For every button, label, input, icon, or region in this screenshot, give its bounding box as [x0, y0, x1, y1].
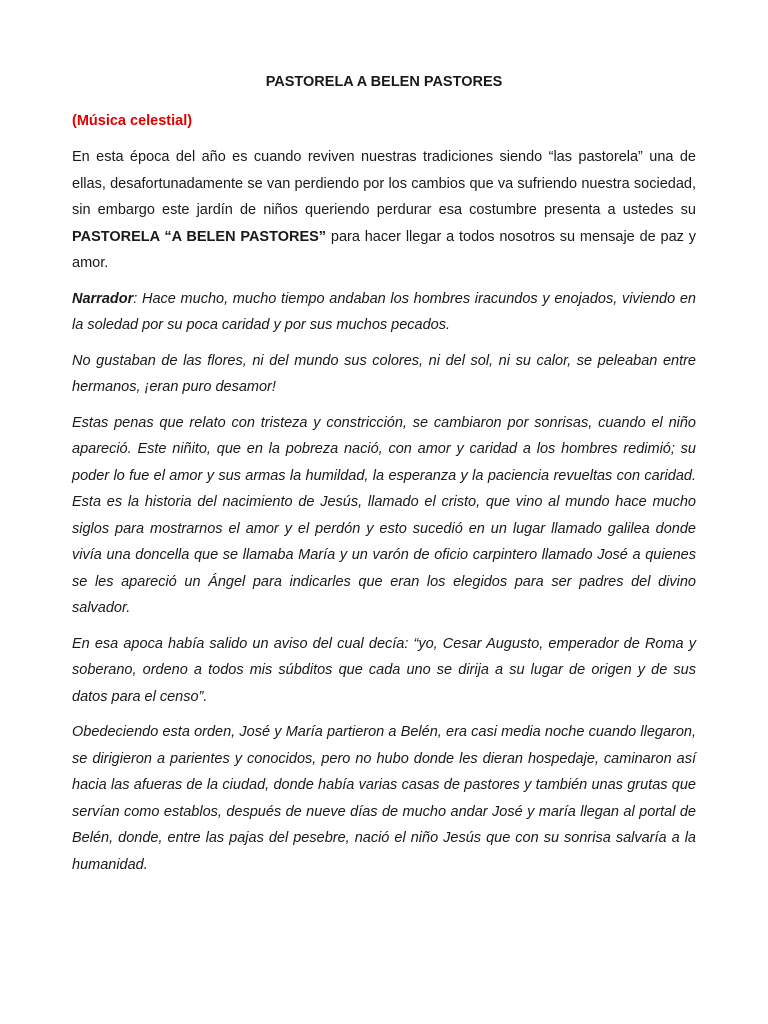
- narrator-speaker: Narrador: [72, 290, 134, 307]
- document-title: PASTORELA A BELEN PASTORES: [265, 74, 503, 90]
- stage-direction: (Música celestial): [72, 113, 193, 129]
- intro-text-after: para hacer llegar a todos nosotros su mensaje de paz y amor.: [72, 228, 696, 271]
- story-paragraph-1: No gustaban de las flores, ni del mundo sus colores, ni del sol, ni su calor, se peleaban entre hermanos, ¡eran puro desamor!: [72, 352, 696, 395]
- narrator-paragraph: [72, 286, 696, 339]
- intro-paragraph: [72, 144, 696, 277]
- intro-text-before: En esta época del año es cuando reviven nuestras tradiciones siendo “las pastorela” una de ellas, desafortunadamente se van perdiendo por los cambios que va sufriendo nuestra sociedad, sin embargo este jardín de niños queriendo perdurar esa costumbre presenta a ustedes su: [72, 149, 696, 218]
- intro-play-title: PASTORELA “A BELEN PASTORES”: [72, 228, 327, 245]
- story-paragraph-2: Estas penas que relato con tristeza y constricción, se cambiaron por sonrisas, cuando el niño apareció. Este niñito, que en la pobreza nació, con amor y caridad a los hombres redimió; su poder lo fue el amor y sus armas la humildad, la esperanza y la paciencia revueltas con caridad. Esta es la historia del nacimiento de Jesús, llamado el cristo, que vino al mundo hace mucho siglos para mostrarnos el amor y el perdón y esto sucedió en un lugar llamado galilea donde vivía una doncella que se llamaba María y un varón de oficio carpintero llamado José a quienes se les apareció un Ángel para indicarles que eran los elegidos para ser padres del divino salvador.: [72, 414, 696, 616]
- story-paragraph-4: Obedeciendo esta orden, José y María partieron a Belén, era casi media noche cuando llegaron, se dirigieron a parientes y conocidos, pero no hubo donde les dieran hospedaje, caminaron así hacia las afueras de la ciudad, donde había varias casas de pastores y también unas grutas que servían como establos, después de nueve días de mucho andar José y maría llegan al portal de Belén, donde, entre las pajas del pesebre, nació el niño Jesús que con su sonrisa salvaría a la humanidad.: [72, 724, 696, 873]
- story-paragraph-3: En esa apoca había salido un aviso del cual decía: “yo, Cesar Augusto, emperador de Roma y soberano, ordeno a todos mis súbditos que cada uno se dirija a su lugar de origen y de sus datos para el censo”.: [72, 635, 696, 705]
- narrator-text: : Hace mucho, mucho tiempo andaban los hombres iracundos y enojados, viviendo en la soledad por su poca caridad y por sus muchos pecados.: [72, 290, 696, 333]
